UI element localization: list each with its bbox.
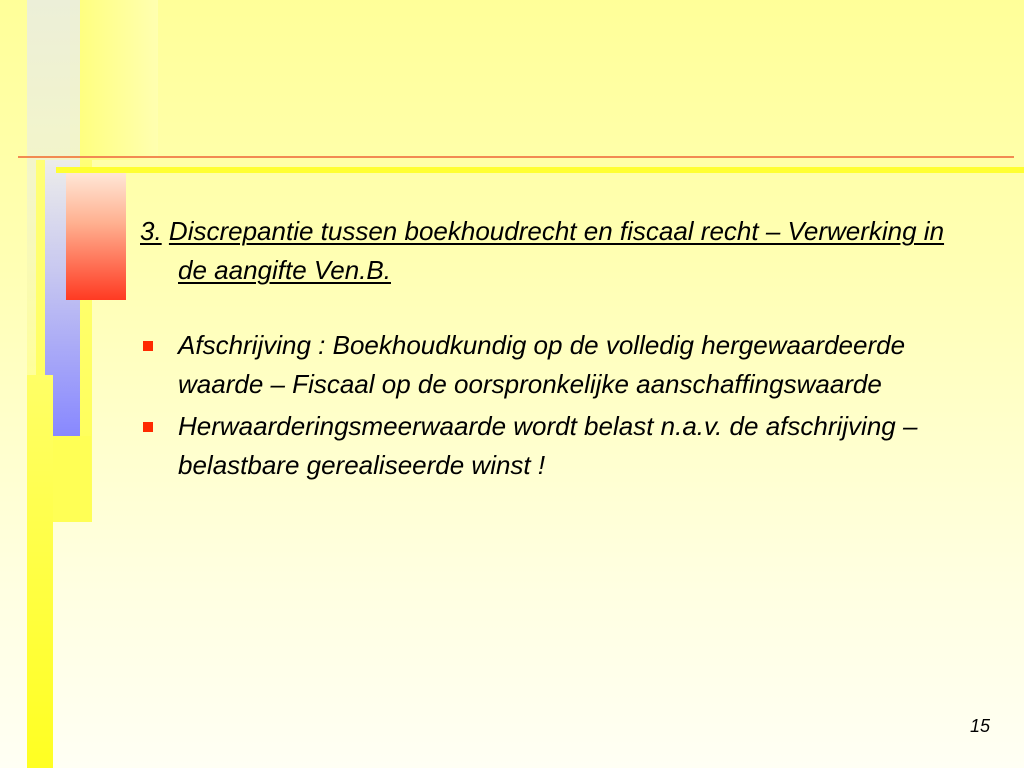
decorative-bar-yellow-left <box>27 375 53 768</box>
list-item <box>140 407 980 485</box>
title-divider-line <box>18 156 1014 158</box>
title-divider-line-yellow <box>56 167 1024 173</box>
heading-text: Discrepantie tussen boekhoudrecht en fiscaal recht – Verwerking in de aangifte Ven.B. <box>168 216 945 285</box>
slide-content <box>140 212 980 488</box>
section-heading <box>140 212 980 290</box>
decorative-block-red <box>66 172 126 300</box>
square-bullet-icon <box>143 422 153 432</box>
decorative-bar-yellow-top <box>80 0 158 160</box>
bullet-text: Afschrijving : Boekhoudkundig op de volledig hergewaardeerde waarde – Fiscaal op de oorspronkelijke aanschaffingswaarde <box>178 330 906 399</box>
decorative-bar-yellow-mid <box>53 436 91 522</box>
bullet-list <box>140 326 980 485</box>
list-item <box>140 326 980 404</box>
page-number: 15 <box>969 716 990 736</box>
square-bullet-icon <box>143 341 153 351</box>
heading-number: 3. <box>140 216 162 246</box>
bullet-text: Herwaarderingsmeerwaarde wordt belast n.a.v. de afschrijving – belastbare gerealiseerde winst ! <box>178 411 918 480</box>
